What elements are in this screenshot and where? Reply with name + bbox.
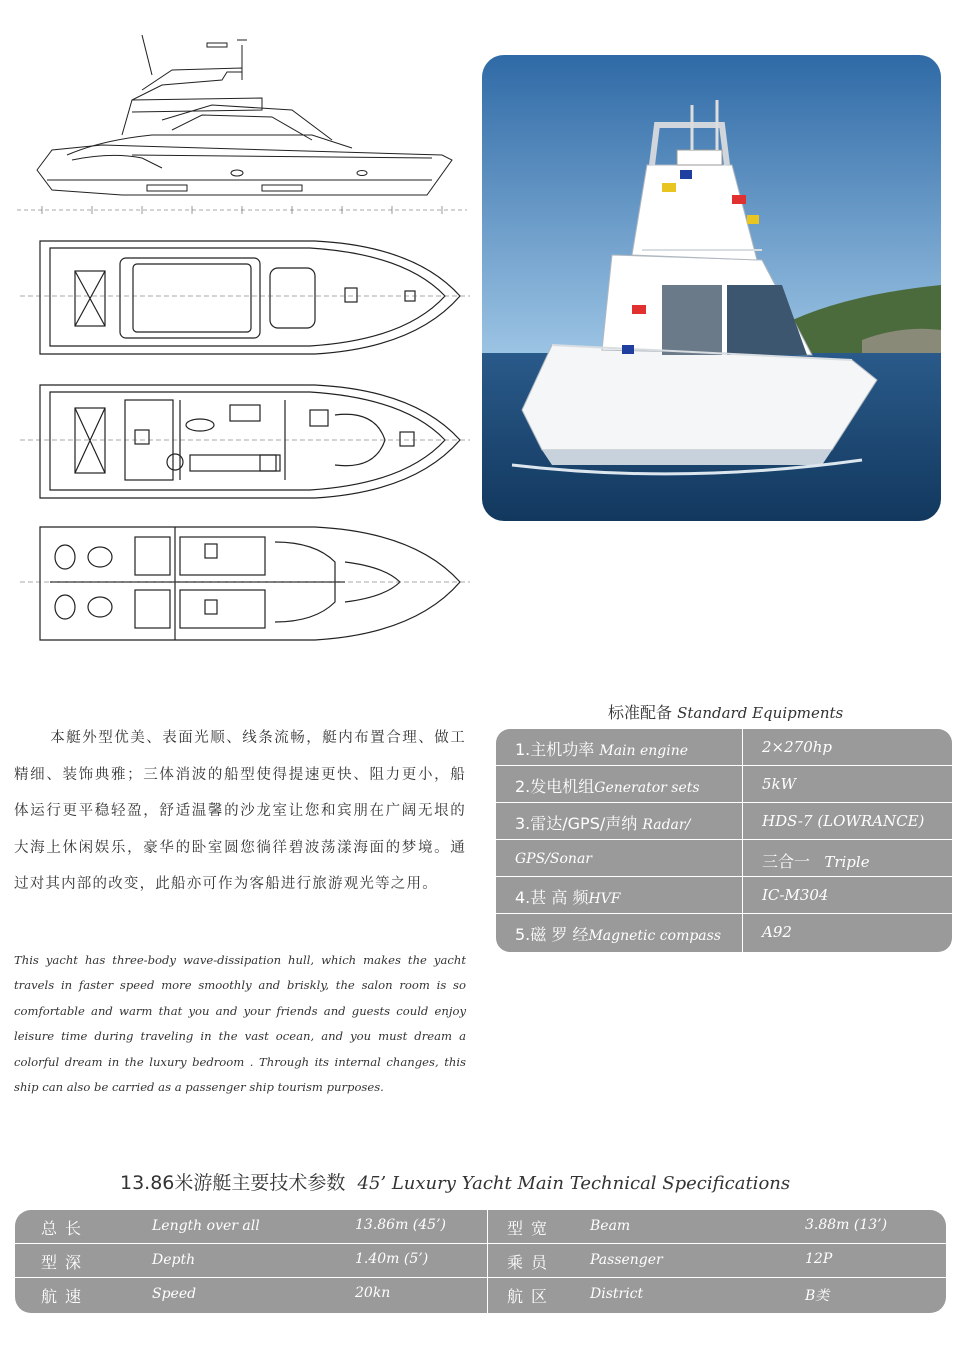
equipment-title: 标准配备 Standard Equipments xyxy=(608,703,844,722)
description-chinese: 本艇外型优美、表面光顺、线条流畅，艇内布置合理、做工精细、装饰典雅；三体消波的船型使得提速更快、阻力更小，船体运行更平稳轻盈，舒适温馨的沙龙室让您和宾朋在广阔无垠的大海上休闲娱乐，豪华的卧室圆您徜徉碧波荡漾海面的梦境。通过对其内部的改变，此船亦可作为客船进行旅游观光等之用。 xyxy=(14,730,466,892)
side-profile-drawing xyxy=(12,30,467,220)
specifications-title: 13.86米游艇主要技术参数 45’ Luxury Yacht Main Technical Specifications xyxy=(120,1172,791,1194)
equipment-row-main-engine: 1.主机功率 Main engine 2×270hp xyxy=(496,729,952,766)
upper-deck-plan-drawing xyxy=(15,236,470,361)
description-english: This yacht has three-body wave-dissipation hull, which makes the yacht travels in faster speed more smoothly and briskly, the salon room is so comfortable and warm that you and your friends and guests could enjoy leisure time during traveling in the vast ocean, and you must dream a colorful dream in the luxury bedroom . Through its internal changes, this ship can also be carried as a passenger ship tourism purposes. xyxy=(14,953,466,1095)
spec-row: 航速 Speed 20kn 航区 District B类 xyxy=(41,1285,830,1306)
yacht-photo xyxy=(482,55,941,521)
equipment-row-radar: 3.雷达/GPS/声纳 Radar/ HDS-7 (LOWRANCE) xyxy=(496,803,952,840)
lower-deck-plan-drawing xyxy=(15,522,470,647)
spec-row: 总长 Length over all 13.86m (45’) 型宽 Beam 3.88m (13’) xyxy=(15,1210,946,1244)
equipment-row-gps-sonar: GPS/Sonar 三合一 Triple xyxy=(496,840,952,877)
equipment-row-generator: 2.发电机组Generator sets 5kW xyxy=(496,766,952,803)
equipment-row-compass: 5.磁 罗 经Magnetic compass A92 xyxy=(515,923,792,944)
specifications-table xyxy=(15,1210,946,1313)
equipment-row-vhf: 4.甚 高 频HVF IC-M304 xyxy=(496,877,952,914)
spec-row: 型深 Depth 1.40m (5’) 乘员 Passenger 12P xyxy=(15,1244,946,1278)
equipment-table xyxy=(496,729,952,952)
main-deck-plan-drawing xyxy=(15,380,470,505)
